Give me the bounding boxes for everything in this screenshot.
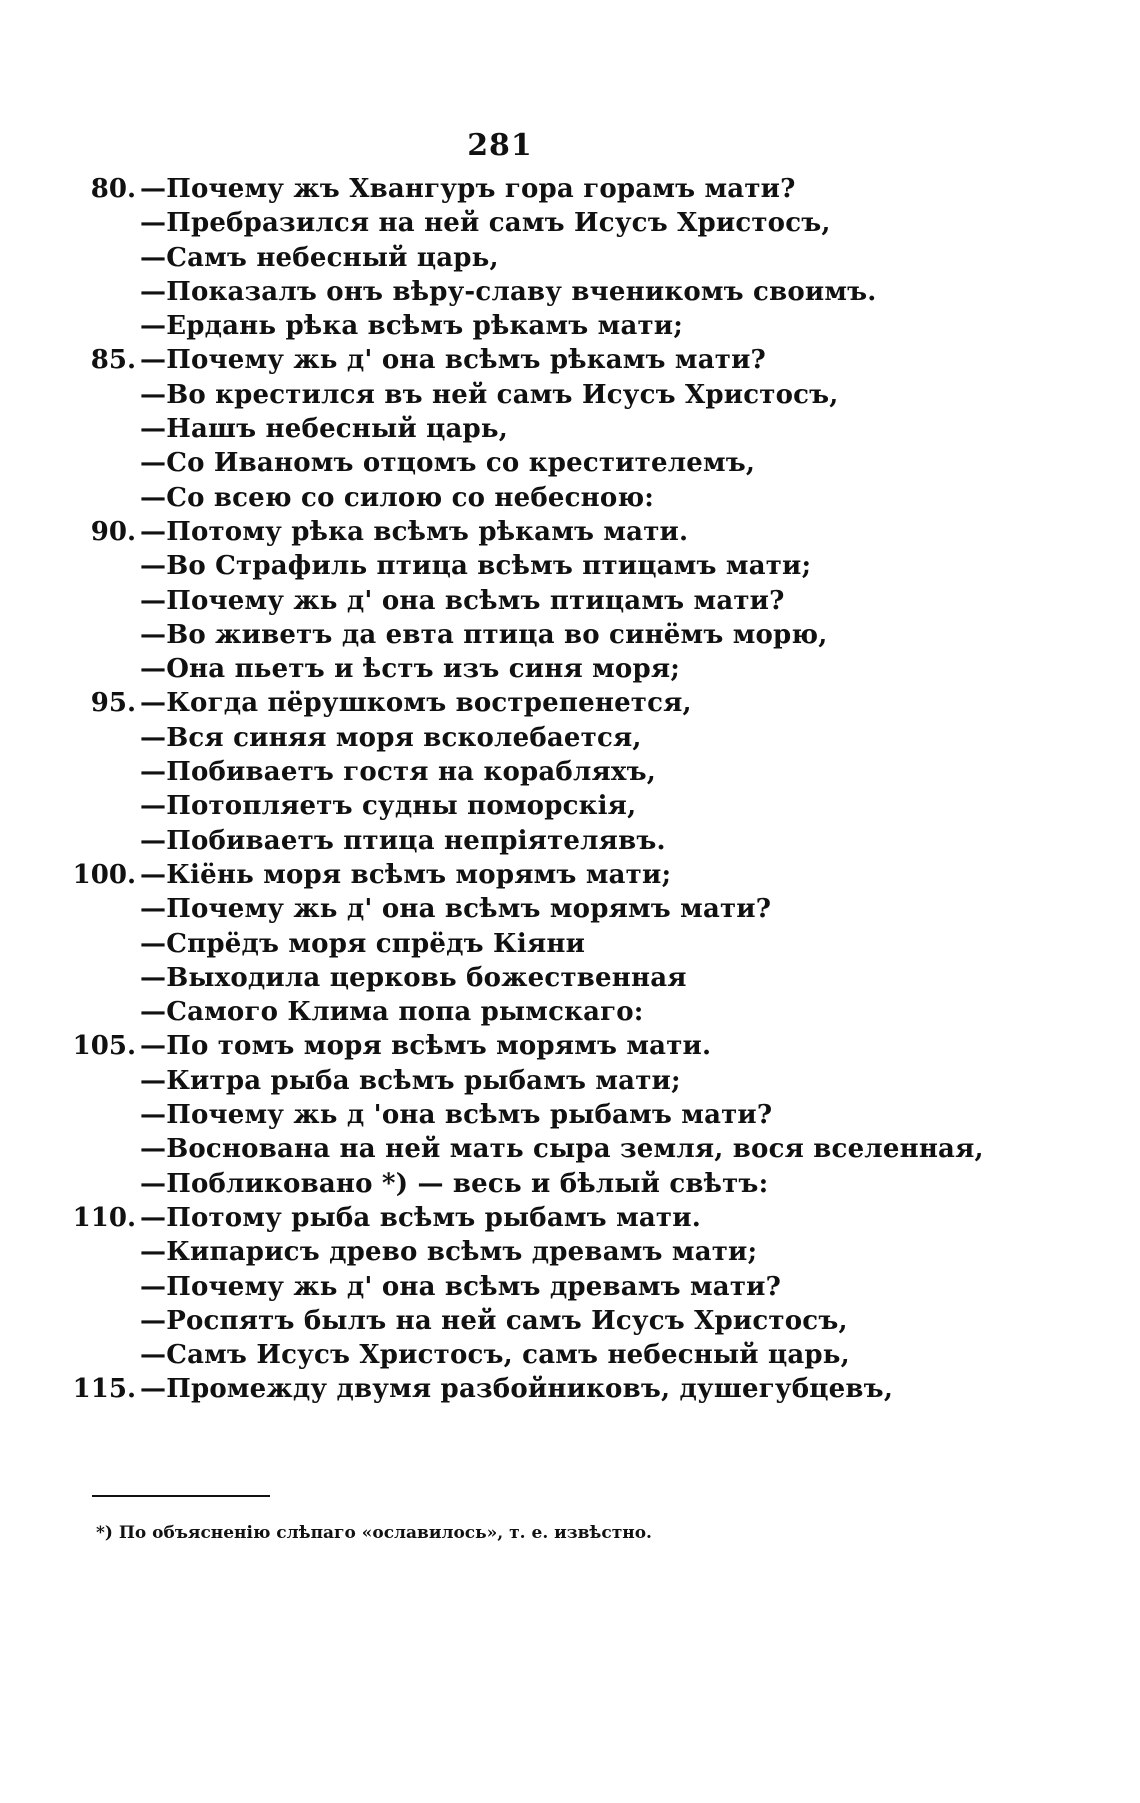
line-text: —Почему жь д' она всѣмъ рѣкамъ мати?: [140, 345, 766, 376]
line-text: —Во Страфиль птица всѣмъ птицамъ мати;: [140, 551, 812, 582]
line-text: —Во живетъ да евта птица во синёмъ морю,: [140, 619, 828, 650]
verse-line: [0, 412, 1140, 446]
page-number: 281: [467, 128, 533, 163]
line-number: 90.: [90, 516, 136, 547]
line-text: —Ердань рѣка всѣмъ рѣкамъ мати;: [140, 311, 684, 342]
verse-line: [0, 858, 1140, 892]
line-text: —Во крестился въ ней самъ Исусъ Христосъ,: [140, 379, 839, 410]
line-text: —Показалъ онъ вѣру-славу вченикомъ своимъ.: [140, 276, 877, 307]
verse-line: [0, 892, 1140, 926]
verse-line: [0, 481, 1140, 515]
line-text: —Со всею со силою со небесною:: [140, 482, 655, 513]
line-text: —Роспятъ былъ на ней самъ Исусъ Христосъ,: [140, 1305, 848, 1336]
line-text: —Потому рыба всѣмъ рыбамъ мати.: [140, 1202, 701, 1233]
line-text: —Пребразился на ней самъ Исусъ Христосъ,: [140, 208, 831, 239]
verse-line: [0, 584, 1140, 618]
line-text: —Побиваетъ гостя на корабляхъ,: [140, 757, 657, 788]
line-number: 115.: [72, 1374, 136, 1405]
verse-line: [0, 1132, 1140, 1166]
verse-line: [0, 618, 1140, 652]
line-text: —По томъ моря всѣмъ морямъ мати.: [140, 1031, 712, 1062]
footnote-divider: [92, 1495, 270, 1497]
verse-line: [0, 1201, 1140, 1235]
line-text: —Воснована на ней мать сыра земля, вося вселенная,: [140, 1134, 984, 1165]
verse-line: [0, 824, 1140, 858]
verse-line: [0, 241, 1140, 275]
line-text: —Побиваетъ птица непріятелявъ.: [140, 825, 666, 856]
line-text: —Вся синяя моря всколебается,: [140, 722, 642, 753]
line-text: —Со Иваномъ отцомъ со крестителемъ,: [140, 448, 756, 479]
verse-line: [0, 1270, 1140, 1304]
footnote: *) По объясненію слѣпаго «ославилось», т. е. извѣстно.: [96, 1523, 652, 1543]
line-text: —Почему жь д' она всѣмъ морямъ мати?: [140, 894, 772, 925]
line-text: —Кіёнь моря всѣмъ морямъ мати;: [140, 859, 672, 890]
line-text: —Нашъ небесный царь,: [140, 414, 508, 445]
line-text: —Когда пёрушкомъ вострепенется,: [140, 688, 692, 719]
verse-line: [0, 755, 1140, 789]
verse-line: [0, 1064, 1140, 1098]
verse-line: [0, 1235, 1140, 1269]
verse-line: [0, 1098, 1140, 1132]
line-text: —Побликовано *) — весь и бѣлый свѣтъ:: [140, 1168, 769, 1199]
line-text: —Самого Клима попа рымскаго:: [140, 997, 644, 1028]
verse-line: [0, 961, 1140, 995]
line-number: 95.: [90, 688, 136, 719]
line-text: —Почему жь д' она всѣмъ древамъ мати?: [140, 1271, 782, 1302]
verse-line: [0, 172, 1140, 206]
verse-line: [0, 686, 1140, 720]
verse-line: [0, 995, 1140, 1029]
line-text: —Самъ Исусъ Христосъ, самъ небесный царь,: [140, 1340, 850, 1371]
line-text: —Выходила церковь божественная: [140, 962, 687, 993]
line-number: 100.: [72, 859, 136, 890]
line-text: —Самъ небесный царь,: [140, 242, 499, 273]
line-text: —Почему жъ Хвангуръ гора горамъ мати?: [140, 174, 796, 204]
verse-line: [0, 1029, 1140, 1063]
verse-line: [0, 309, 1140, 343]
verse-line: [0, 1304, 1140, 1338]
verse-line: [0, 789, 1140, 823]
verse-line: [0, 1167, 1140, 1201]
verse-line: [0, 343, 1140, 377]
line-number: 80.: [90, 174, 136, 204]
line-number: 110.: [72, 1202, 136, 1233]
verse-line: [0, 446, 1140, 480]
verse-line: [0, 275, 1140, 309]
line-text: —Спрёдъ моря спрёдъ Кіяни: [140, 928, 586, 959]
verse-line: [0, 549, 1140, 583]
line-number: 85.: [90, 345, 136, 376]
verse-line: [0, 515, 1140, 549]
line-text: —Почему жь д' она всѣмъ птицамъ мати?: [140, 585, 785, 616]
line-text: —Потому рѣка всѣмъ рѣкамъ мати.: [140, 516, 689, 547]
verse-line: [0, 721, 1140, 755]
line-number: 105.: [72, 1031, 136, 1062]
line-text: —Китра рыба всѣмъ рыбамъ мати;: [140, 1065, 681, 1096]
verse-line: [0, 1372, 1140, 1406]
verse-line: [0, 206, 1140, 240]
verse-line: [0, 378, 1140, 412]
line-text: —Почему жь д 'она всѣмъ рыбамъ мати?: [140, 1100, 773, 1131]
verse-line: [0, 652, 1140, 686]
line-text: —Кипарисъ древо всѣмъ древамъ мати;: [140, 1237, 758, 1268]
verse-line: [0, 1338, 1140, 1372]
verse-line: [0, 927, 1140, 961]
verse-block: [0, 172, 1140, 1407]
line-text: —Потопляетъ судны поморскія,: [140, 791, 637, 822]
line-text: —Она пьетъ и ѣстъ изъ синя моря;: [140, 654, 681, 685]
line-text: —Промежду двумя разбойниковъ, душегубцевъ,: [140, 1374, 894, 1405]
